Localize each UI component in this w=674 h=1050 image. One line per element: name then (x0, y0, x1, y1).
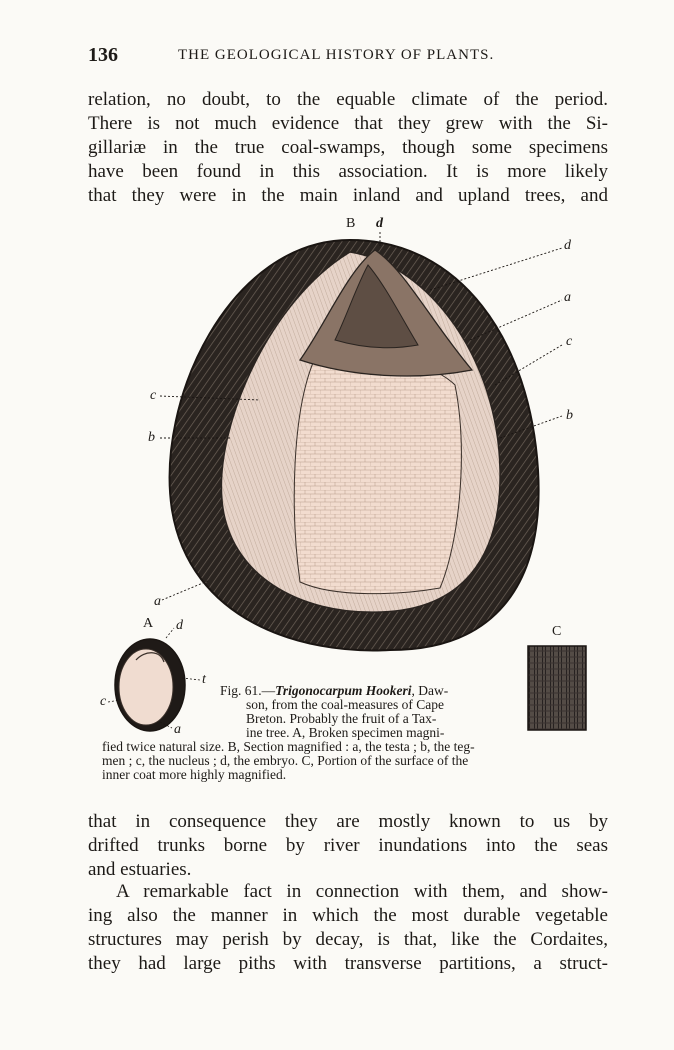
caption-line: son, from the coal-measures of Cape (246, 697, 444, 712)
figure-caption (220, 684, 510, 740)
label-a: a (564, 290, 571, 305)
caption-line: fied twice natural size. B, Section magnified : a, the testa ; b, the teg- (102, 739, 475, 754)
label-d-small: d (176, 618, 183, 633)
caption-fig-number: Fig. 61.— (220, 683, 276, 698)
text-line: structures may perish by decay, is that, like the Cordaites, (88, 929, 608, 950)
text-line: There is not much evidence that they grew with the Si- (88, 113, 608, 134)
page-number: 136 (88, 44, 118, 66)
text-line: that in consequence they are mostly known to us by (88, 811, 608, 832)
top-paragraph (88, 88, 608, 208)
text-line: ing also the manner in which the most durable vegetable (88, 905, 608, 926)
label-t-small: t (202, 672, 206, 687)
text-line: A remarkable fact in connection with them, and show- (116, 881, 608, 902)
label-b-left: b (148, 430, 155, 445)
bottom-paragraph-1 (88, 810, 608, 882)
text-line: relation, no doubt, to the equable climate of the period. (88, 89, 608, 110)
text-line: they had large piths with transverse partitions, a struct- (88, 953, 608, 974)
bottom-paragraph-2 (88, 880, 608, 976)
caption-line: men ; c, the nucleus ; d, the embryo. C, Portion of the surface of the (102, 753, 469, 768)
panel-label-c: C (552, 624, 562, 639)
text-line: have been found in this association. It is more likely (88, 161, 608, 182)
section-a-drawing (108, 628, 200, 731)
label-d-top: d (376, 216, 383, 231)
caption-species: Trigonocarpum Hookeri (275, 683, 412, 698)
label-a-left: a (154, 594, 161, 609)
label-b: b (566, 408, 573, 423)
panel-label-b: B (346, 216, 356, 231)
label-a-small: a (174, 722, 181, 737)
caption-line: , Daw- (411, 683, 449, 698)
text-line: that they were in the main inland and upland trees, and (88, 185, 608, 206)
label-d: d (564, 238, 571, 253)
label-c-small: c (100, 694, 107, 709)
label-c: c (566, 334, 573, 349)
label-c-left: c (150, 388, 157, 403)
caption-line: ine tree. A, Broken specimen magni- (246, 725, 445, 740)
caption-line: Breton. Probably the fruit of a Tax- (246, 711, 437, 726)
page-header (88, 44, 608, 72)
section-c-drawing (528, 646, 586, 730)
panel-label-a: A (143, 616, 154, 631)
text-line: gillariæ in the true coal-swamps, though some specimens (88, 137, 608, 158)
running-title: THE GEOLOGICAL HISTORY OF PLANTS. (178, 47, 495, 63)
figure-caption-continued (102, 740, 602, 782)
caption-line: inner coat more highly magnified. (102, 767, 287, 782)
text-line: and estuaries. (88, 859, 192, 880)
section-b-drawing (160, 232, 562, 650)
text-line: drifted trunks borne by river inundations into the seas (88, 835, 608, 856)
